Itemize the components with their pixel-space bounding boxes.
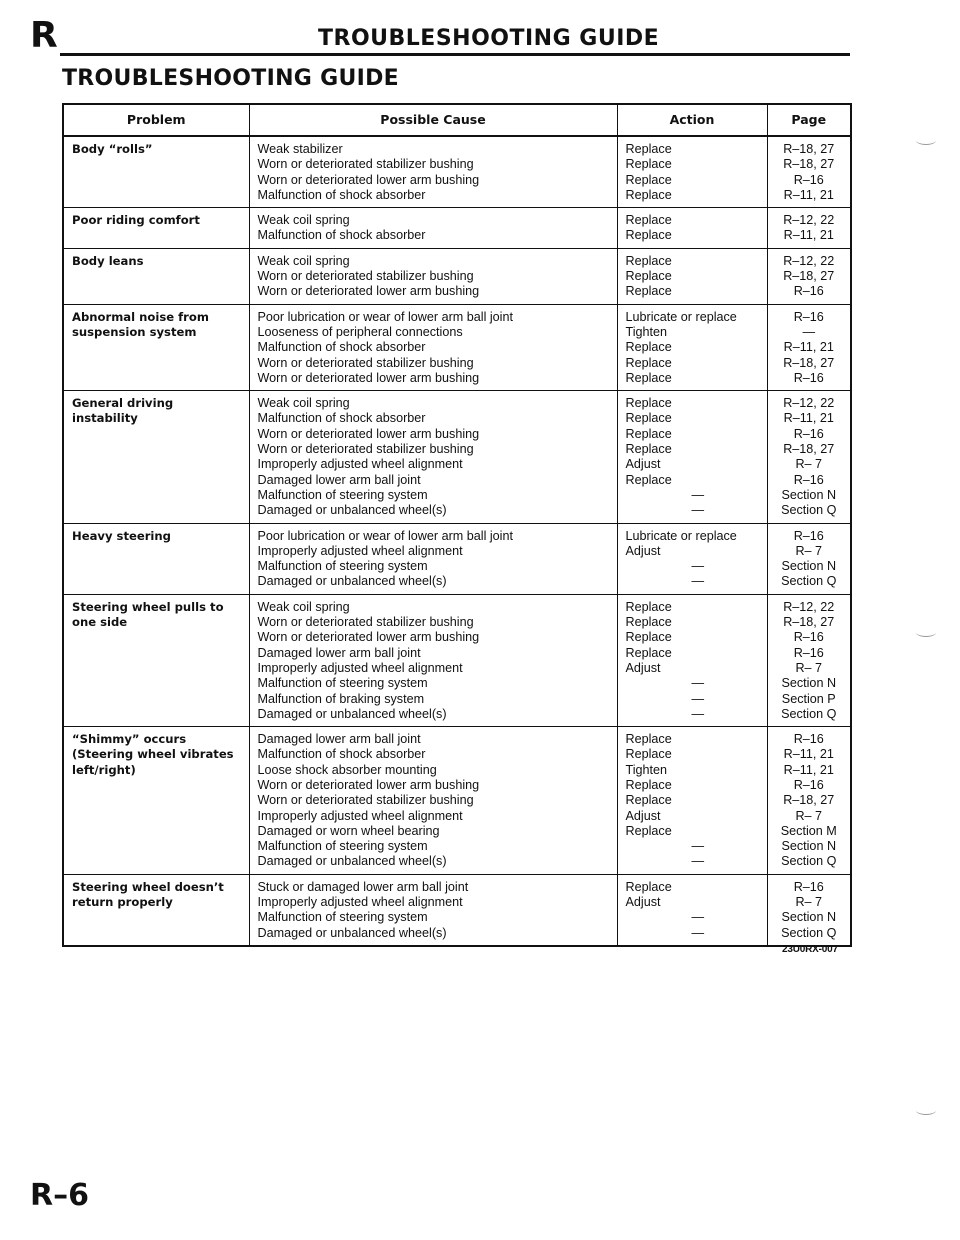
page-ref: Section Q xyxy=(781,925,837,940)
problem-line: “Shimmy” occurs xyxy=(72,732,187,747)
page-ref: Section Q xyxy=(781,503,837,518)
table-row xyxy=(63,523,851,594)
problem-line: left/right) xyxy=(72,762,136,777)
page-ref: R–18, 27 xyxy=(783,355,835,370)
page-number: R–6 xyxy=(30,1178,89,1213)
page-ref: R–16 xyxy=(793,777,824,792)
page-ref: R–11, 21 xyxy=(783,762,834,777)
table-row xyxy=(63,874,851,946)
action-cell xyxy=(617,727,767,875)
page-ref: R– 7 xyxy=(795,895,823,910)
cause-cell xyxy=(249,136,617,208)
page-cell xyxy=(767,594,851,726)
page-ref: R– 7 xyxy=(795,543,823,558)
cause-line: Worn or deteriorated lower arm bushing xyxy=(257,777,480,792)
cause-line: Worn or deteriorated stabilizer bushing xyxy=(257,269,474,284)
page-ref: Section N xyxy=(781,676,837,691)
problem-line: Steering wheel pulls to xyxy=(72,599,224,614)
table-row xyxy=(63,248,851,304)
action-line: Replace xyxy=(625,777,672,792)
page-ref: R– 7 xyxy=(795,808,823,823)
cause-line: Malfunction of braking system xyxy=(257,691,425,706)
action-line: — xyxy=(691,854,705,869)
cause-cell xyxy=(249,248,617,304)
problem-line: Steering wheel doesn’t xyxy=(72,879,224,894)
page-ref: R–16 xyxy=(793,630,824,645)
cause-line: Malfunction of shock absorber xyxy=(257,187,426,202)
action-line: Replace xyxy=(625,747,672,762)
action-cell xyxy=(617,391,767,523)
page-ref: Section N xyxy=(781,910,837,925)
page-ref: Section M xyxy=(780,823,837,838)
action-line: Replace xyxy=(625,823,672,838)
cause-line: Damaged or unbalanced wheel(s) xyxy=(257,925,447,940)
page-ref: Section Q xyxy=(781,574,837,589)
cause-line: Damaged or unbalanced wheel(s) xyxy=(257,854,447,869)
table-row xyxy=(63,727,851,875)
cause-line: Damaged or unbalanced wheel(s) xyxy=(257,574,447,589)
cause-line: Poor lubrication or wear of lower arm ball joint xyxy=(257,309,513,324)
page-cell xyxy=(767,248,851,304)
action-line: Adjust xyxy=(625,808,661,823)
cause-line: Damaged lower arm ball joint xyxy=(257,732,421,747)
margin-mark xyxy=(916,136,936,145)
problem-cell xyxy=(63,136,249,208)
action-line: Replace xyxy=(625,879,672,894)
margin-mark xyxy=(916,628,936,637)
action-line: Replace xyxy=(625,793,672,808)
page-ref: R–18, 27 xyxy=(783,615,835,630)
cause-line: Malfunction of shock absorber xyxy=(257,228,426,243)
page-ref: R–16 xyxy=(793,172,824,187)
cause-line: Loose shock absorber mounting xyxy=(257,762,437,777)
page-ref: R–12, 22 xyxy=(783,396,835,411)
page-ref: Section Q xyxy=(781,706,837,721)
cause-line: Worn or deteriorated stabilizer bushing xyxy=(257,442,474,457)
action-line: — xyxy=(691,503,705,518)
page-ref: R–16 xyxy=(793,370,824,385)
page-ref: Section N xyxy=(781,839,837,854)
cause-line: Weak stabilizer xyxy=(257,142,343,156)
cause-line: Improperly adjusted wheel alignment xyxy=(257,543,463,558)
problem-line: suspension system xyxy=(72,324,197,339)
action-line: Replace xyxy=(625,370,672,385)
action-line: Lubricate or replace xyxy=(625,528,737,543)
action-line: Replace xyxy=(625,269,672,284)
problem-line: Heavy steering xyxy=(72,528,171,543)
page-ref: R–16 xyxy=(793,732,824,747)
action-line: Tighten xyxy=(625,762,668,777)
action-line: Replace xyxy=(625,442,672,457)
page-cell xyxy=(767,727,851,875)
page-ref: R–18, 27 xyxy=(783,442,835,457)
table-row xyxy=(63,136,851,208)
action-line: Replace xyxy=(625,172,672,187)
cause-cell xyxy=(249,208,617,249)
page-cell xyxy=(767,523,851,594)
problem-cell xyxy=(63,727,249,875)
action-line: — xyxy=(691,574,705,589)
page-cell xyxy=(767,136,851,208)
column-header-page: Page xyxy=(767,104,851,136)
cause-line: Worn or deteriorated lower arm bushing xyxy=(257,630,480,645)
action-line: — xyxy=(691,910,705,925)
cause-line: Malfunction of steering system xyxy=(257,839,428,854)
action-line: Replace xyxy=(625,472,672,487)
action-line: Replace xyxy=(625,157,672,172)
table-body xyxy=(63,136,851,946)
page-ref: R–11, 21 xyxy=(783,411,834,426)
problem-line: instability xyxy=(72,411,138,426)
page-cell xyxy=(767,874,851,946)
page-ref: R–11, 21 xyxy=(783,747,834,762)
cause-line: Weak coil spring xyxy=(257,599,350,614)
page-ref: R–18, 27 xyxy=(783,793,835,808)
cause-line: Worn or deteriorated lower arm bushing xyxy=(257,426,480,441)
cause-line: Poor lubrication or wear of lower arm ball joint xyxy=(257,528,513,543)
action-line: Replace xyxy=(625,732,672,747)
page-heading: TROUBLESHOOTING GUIDE xyxy=(62,66,400,91)
header-rule xyxy=(60,53,850,56)
cause-line: Worn or deteriorated lower arm bushing xyxy=(257,284,480,299)
page-ref: R–18, 27 xyxy=(783,142,835,156)
margin-mark xyxy=(916,1106,936,1115)
action-line: Replace xyxy=(625,284,672,299)
page-ref: Section Q xyxy=(781,854,837,869)
cause-line: Malfunction of steering system xyxy=(257,910,428,925)
table-row xyxy=(63,391,851,523)
cause-cell xyxy=(249,391,617,523)
action-line: Replace xyxy=(625,411,672,426)
problem-cell xyxy=(63,208,249,249)
problem-cell xyxy=(63,391,249,523)
page-ref: R–11, 21 xyxy=(783,187,834,202)
column-header-possible-cause: Possible Cause xyxy=(249,104,617,136)
action-line: Replace xyxy=(625,645,672,660)
problem-line: General driving xyxy=(72,396,174,411)
cause-line: Worn or deteriorated lower arm bushing xyxy=(257,370,480,385)
cause-line: Malfunction of steering system xyxy=(257,487,428,502)
problem-line: Body leans xyxy=(72,253,144,268)
header-title: TROUBLESHOOTING GUIDE xyxy=(318,26,660,51)
action-cell xyxy=(617,304,767,390)
problem-line: Poor riding comfort xyxy=(72,213,200,228)
page-ref: R–11, 21 xyxy=(783,340,834,355)
action-cell xyxy=(617,523,767,594)
action-line: — xyxy=(691,676,705,691)
action-line: — xyxy=(691,559,705,574)
page-cell xyxy=(767,208,851,249)
table-row xyxy=(63,208,851,249)
cause-cell xyxy=(249,523,617,594)
action-line: Tighten xyxy=(625,324,668,339)
action-line: Replace xyxy=(625,426,672,441)
action-line: Replace xyxy=(625,340,672,355)
page-ref: R–16 xyxy=(793,645,824,660)
page-ref: — xyxy=(802,324,816,339)
page-cell xyxy=(767,304,851,390)
page-ref: R– 7 xyxy=(795,660,823,675)
action-line: Adjust xyxy=(625,543,661,558)
cause-line: Worn or deteriorated stabilizer bushing xyxy=(257,793,474,808)
action-cell xyxy=(617,136,767,208)
action-line: Replace xyxy=(625,396,672,411)
cause-line: Malfunction of shock absorber xyxy=(257,340,426,355)
cause-line: Malfunction of shock absorber xyxy=(257,411,426,426)
problem-line: one side xyxy=(72,615,128,630)
cause-line: Looseness of peripheral connections xyxy=(257,324,463,339)
section-letter: R xyxy=(30,15,58,56)
action-line: Adjust xyxy=(625,895,661,910)
page-ref: R–18, 27 xyxy=(783,269,835,284)
problem-cell xyxy=(63,874,249,946)
action-cell xyxy=(617,248,767,304)
troubleshooting-table xyxy=(62,103,852,947)
page-ref: R–12, 22 xyxy=(783,599,835,614)
cause-line: Improperly adjusted wheel alignment xyxy=(257,895,463,910)
page-ref: Section P xyxy=(781,691,836,706)
page-ref: Section N xyxy=(781,487,837,502)
cause-line: Damaged or unbalanced wheel(s) xyxy=(257,706,447,721)
page-ref: R–16 xyxy=(793,284,824,299)
action-line: Replace xyxy=(625,187,672,202)
action-line: — xyxy=(691,839,705,854)
problem-cell xyxy=(63,594,249,726)
action-line: Adjust xyxy=(625,660,661,675)
column-header-action: Action xyxy=(617,104,767,136)
action-line: Lubricate or replace xyxy=(625,309,737,324)
action-line: Replace xyxy=(625,599,672,614)
table-row xyxy=(63,304,851,390)
cause-line: Damaged lower arm ball joint xyxy=(257,645,421,660)
problem-cell xyxy=(63,523,249,594)
action-line: Replace xyxy=(625,228,672,243)
cause-line: Worn or deteriorated stabilizer bushing xyxy=(257,615,474,630)
action-line: — xyxy=(691,706,705,721)
action-line: Replace xyxy=(625,615,672,630)
action-line: — xyxy=(691,925,705,940)
cause-line: Weak coil spring xyxy=(257,253,350,268)
cause-line: Malfunction of shock absorber xyxy=(257,747,426,762)
cause-line: Damaged or worn wheel bearing xyxy=(257,823,440,838)
column-header-problem: Problem xyxy=(63,104,249,136)
figure-code: 23U0RX-007 xyxy=(782,944,838,955)
cause-line: Worn or deteriorated stabilizer bushing xyxy=(257,157,474,172)
problem-line: (Steering wheel vibrates xyxy=(72,747,234,762)
table-row xyxy=(63,594,851,726)
page-cell xyxy=(767,391,851,523)
problem-line: Abnormal noise from xyxy=(72,309,209,324)
action-line: — xyxy=(691,487,705,502)
problem-cell xyxy=(63,248,249,304)
action-line: Replace xyxy=(625,253,672,268)
action-line: Replace xyxy=(625,630,672,645)
page-ref: R– 7 xyxy=(795,457,823,472)
page-ref: R–12, 22 xyxy=(783,213,835,228)
cause-line: Damaged lower arm ball joint xyxy=(257,472,421,487)
page-ref: Section N xyxy=(781,559,837,574)
problem-cell xyxy=(63,304,249,390)
page-ref: R–16 xyxy=(793,426,824,441)
action-line: Adjust xyxy=(625,457,661,472)
page-ref: R–18, 27 xyxy=(783,157,835,172)
cause-line: Damaged or unbalanced wheel(s) xyxy=(257,503,447,518)
table-header-row xyxy=(63,104,851,136)
cause-line: Malfunction of steering system xyxy=(257,559,428,574)
page-ref: R–11, 21 xyxy=(783,228,834,243)
cause-cell xyxy=(249,874,617,946)
page-ref: R–16 xyxy=(793,309,824,324)
action-cell xyxy=(617,594,767,726)
action-line: Replace xyxy=(625,213,672,228)
action-line: — xyxy=(691,691,705,706)
page-ref: R–12, 22 xyxy=(783,253,835,268)
page-ref: R–16 xyxy=(793,528,824,543)
action-cell xyxy=(617,874,767,946)
page-ref: R–16 xyxy=(793,472,824,487)
page-ref: R–16 xyxy=(793,879,824,894)
cause-line: Stuck or damaged lower arm ball joint xyxy=(257,879,469,894)
cause-line: Worn or deteriorated lower arm bushing xyxy=(257,172,480,187)
cause-line: Improperly adjusted wheel alignment xyxy=(257,457,463,472)
action-cell xyxy=(617,208,767,249)
cause-line: Malfunction of steering system xyxy=(257,676,428,691)
cause-line: Improperly adjusted wheel alignment xyxy=(257,660,463,675)
action-line: Replace xyxy=(625,355,672,370)
cause-line: Worn or deteriorated stabilizer bushing xyxy=(257,355,474,370)
cause-line: Weak coil spring xyxy=(257,213,350,228)
cause-line: Improperly adjusted wheel alignment xyxy=(257,808,463,823)
problem-line: return properly xyxy=(72,895,173,910)
cause-cell xyxy=(249,594,617,726)
action-line: Replace xyxy=(625,142,672,156)
cause-cell xyxy=(249,727,617,875)
problem-line: Body “rolls” xyxy=(72,142,153,156)
cause-line: Weak coil spring xyxy=(257,396,350,411)
cause-cell xyxy=(249,304,617,390)
